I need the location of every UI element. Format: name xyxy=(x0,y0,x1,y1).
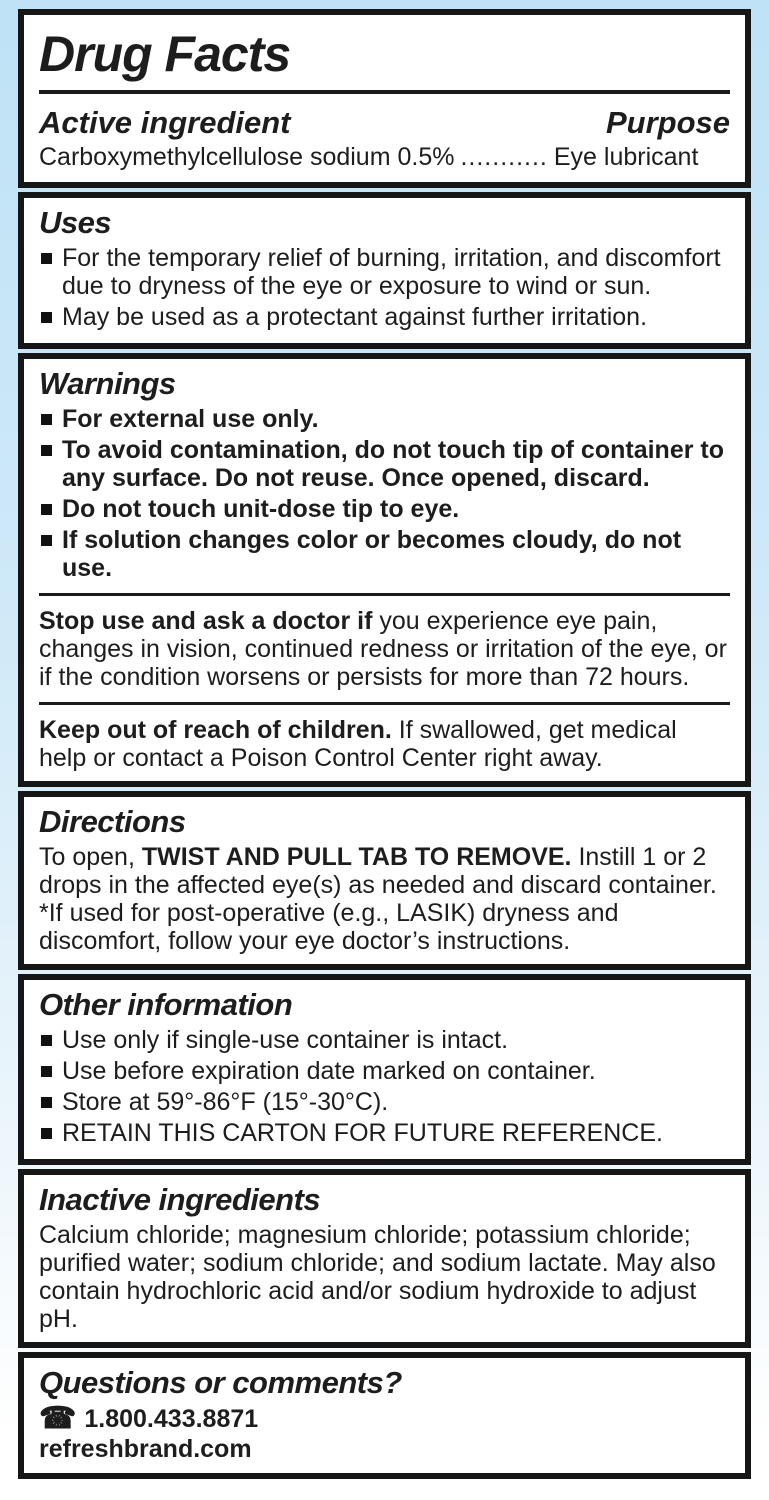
warnings-heading: Warnings xyxy=(39,366,176,401)
square-bullet-icon xyxy=(41,1066,52,1077)
other-info-bullet-2 xyxy=(39,1057,730,1085)
other-info-bullet-1 xyxy=(39,1026,730,1054)
warnings-bullet-1 xyxy=(39,405,730,433)
stop-use-paragraph xyxy=(39,607,730,691)
keep-out-lead: Keep out of reach of children. xyxy=(39,716,392,744)
directions-paragraph-1 xyxy=(39,843,730,899)
warnings-divider-2 xyxy=(39,702,730,705)
panel-inactive-ingredients xyxy=(18,1169,751,1348)
panel-warnings xyxy=(18,353,751,787)
telephone-icon: ☎ xyxy=(39,1402,77,1435)
ingredient-row xyxy=(39,142,730,173)
uses-bullet-2 xyxy=(39,303,730,331)
square-bullet-icon xyxy=(41,1128,52,1139)
warnings-bullet-2 xyxy=(39,436,730,492)
panel-other-information xyxy=(18,974,751,1165)
directions-twist-pull: TWIST AND PULL TAB TO REMOVE. xyxy=(141,843,572,871)
warnings-bullet-4-text: If solution changes color or becomes cloudy, do not use. xyxy=(62,526,682,582)
panel-questions xyxy=(18,1352,751,1479)
other-info-heading: Other information xyxy=(39,987,293,1022)
square-bullet-icon xyxy=(41,535,52,546)
website-url: refreshbrand.com xyxy=(39,1435,252,1463)
square-bullet-icon xyxy=(41,312,52,323)
uses-bullet-1 xyxy=(39,244,730,300)
inactive-heading: Inactive ingredients xyxy=(39,1182,321,1217)
square-bullet-icon xyxy=(41,445,52,456)
purpose-heading: Purpose xyxy=(605,105,730,140)
other-info-bullet-4 xyxy=(39,1119,730,1147)
warnings-divider-1 xyxy=(39,593,730,596)
uses-bullet-1-text: For the temporary relief of burning, irritation, and discomfort due to dryness of the eye or exposure to wind or sun. xyxy=(62,244,721,300)
purpose-value: Eye lubricant xyxy=(553,143,699,171)
inactive-text: Calcium chloride; magnesium chloride; potassium chloride; purified water; sodium chloride; and sodium lactate. May also contain hydrochloric acid and/or sodium hydroxide to adjust pH. xyxy=(39,1221,716,1333)
other-info-bullet-1-text: Use only if single-use container is intact. xyxy=(62,1026,509,1054)
square-bullet-icon xyxy=(41,253,52,264)
directions-pre: To open, xyxy=(39,843,142,871)
title-divider xyxy=(39,90,730,94)
directions-paragraph-2: *If used for post-operative (e.g., LASIK) dryness and discomfort, follow your eye doctor’s instructions. xyxy=(39,899,619,955)
drug-facts-title: Drug Facts xyxy=(39,26,291,82)
phone-number: 1.800.433.8871 xyxy=(84,1405,259,1433)
uses-bullet-2-text: May be used as a protectant against further irritation. xyxy=(62,303,648,331)
stop-use-lead: Stop use and ask a doctor if xyxy=(39,607,373,635)
phone-row xyxy=(39,1404,730,1434)
square-bullet-icon xyxy=(41,504,52,515)
warnings-bullet-3-text: Do not touch unit-dose tip to eye. xyxy=(62,495,460,523)
questions-heading: Questions or comments? xyxy=(39,1365,402,1400)
square-bullet-icon xyxy=(41,1035,52,1046)
panel-drug-facts xyxy=(18,9,751,188)
leader-dots: ........... xyxy=(460,143,548,171)
other-info-bullet-4-text: RETAIN THIS CARTON FOR FUTURE REFERENCE. xyxy=(62,1119,663,1147)
warnings-bullet-4 xyxy=(39,526,730,582)
other-info-bullet-2-text: Use before expiration date marked on container. xyxy=(62,1057,596,1085)
warnings-bullet-1-text: For external use only. xyxy=(62,405,319,433)
keep-out-text: If swallowed, get medical help or contact a Poison Control Center right away. xyxy=(39,716,677,772)
other-info-bullet-3 xyxy=(39,1088,730,1116)
warnings-bullet-3 xyxy=(39,495,730,523)
active-ingredient-heading: Active ingredient xyxy=(39,105,291,140)
square-bullet-icon xyxy=(41,1097,52,1108)
ingredient-name: Carboxymethylcellulose sodium 0.5% xyxy=(39,143,455,171)
directions-heading: Directions xyxy=(39,804,186,839)
panel-uses xyxy=(18,192,751,349)
uses-heading: Uses xyxy=(39,205,112,240)
active-ingredient-header-row xyxy=(39,104,730,142)
keep-out-paragraph xyxy=(39,716,730,772)
directions-post: Instill 1 or 2 drops in the affected eye(s) as needed and discard container. xyxy=(39,843,717,899)
drug-facts-label xyxy=(18,9,751,1479)
square-bullet-icon xyxy=(41,414,52,425)
panel-directions xyxy=(18,791,751,970)
warnings-bullet-2-text: To avoid contamination, do not touch tip of container to any surface. Do not reuse. Once opened, discard. xyxy=(62,436,724,492)
stop-use-text: you experience eye pain, changes in vision, continued redness or irritation of the eye, or if the condition worsens or persists for more than 72 hours. xyxy=(39,607,727,691)
other-info-bullet-3-text: Store at 59°-86°F (15°-30°C). xyxy=(62,1088,389,1116)
